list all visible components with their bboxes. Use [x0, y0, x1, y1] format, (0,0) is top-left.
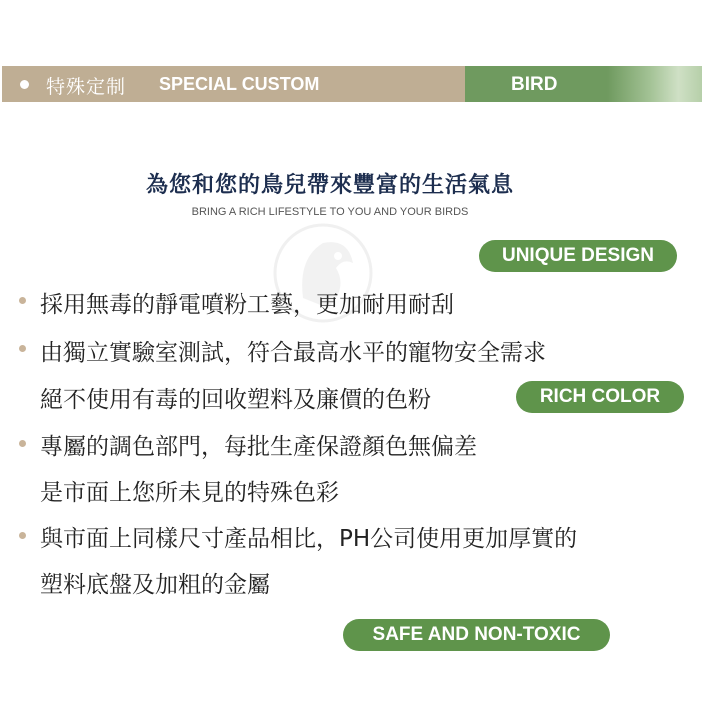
banner-label-zh: 特殊定制	[46, 76, 127, 98]
banner-category: BIRD	[511, 74, 558, 95]
feature-line: 專屬的調色部門，每批生產保證顏色無偏差	[40, 434, 477, 460]
feature-line: 由獨立實驗室測試，符合最高水平的寵物安全需求	[40, 340, 546, 366]
unique-design-badge: UNIQUE DESIGN	[479, 240, 677, 272]
bullet-dot-icon	[19, 532, 26, 539]
bullet-dot-icon	[20, 80, 29, 89]
feature-line: 塑料底盤及加粗的金屬	[40, 572, 270, 598]
bullet-dot-icon	[19, 440, 26, 447]
banner-label-en: SPECIAL CUSTOM	[159, 74, 320, 94]
bullet-dot-icon	[19, 297, 26, 304]
page-title: 為您和您的鳥兒帶來豐富的生活氣息	[145, 173, 514, 198]
parrot-logo-watermark-icon	[248, 218, 398, 338]
feature-line: 與市面上同樣尺寸產品相比，PH公司使用更加厚實的	[40, 526, 578, 552]
bullet-dot-icon	[19, 345, 26, 352]
feature-line: 採用無毒的靜電噴粉工藝，更加耐用耐刮	[40, 292, 454, 318]
section-banner	[2, 66, 702, 102]
feature-line: 是市面上您所未見的特殊色彩	[40, 480, 339, 506]
rich-color-badge: RICH COLOR	[516, 381, 684, 413]
banner-right-segment	[465, 66, 702, 102]
page-subtitle: BRING A RICH LIFESTYLE TO YOU AND YOUR BIRDS	[191, 206, 469, 218]
safe-non-toxic-badge: SAFE AND NON-TOXIC	[343, 619, 610, 651]
banner-left-segment	[2, 66, 465, 102]
feature-line: 絕不使用有毒的回收塑料及廉價的色粉	[40, 387, 431, 413]
